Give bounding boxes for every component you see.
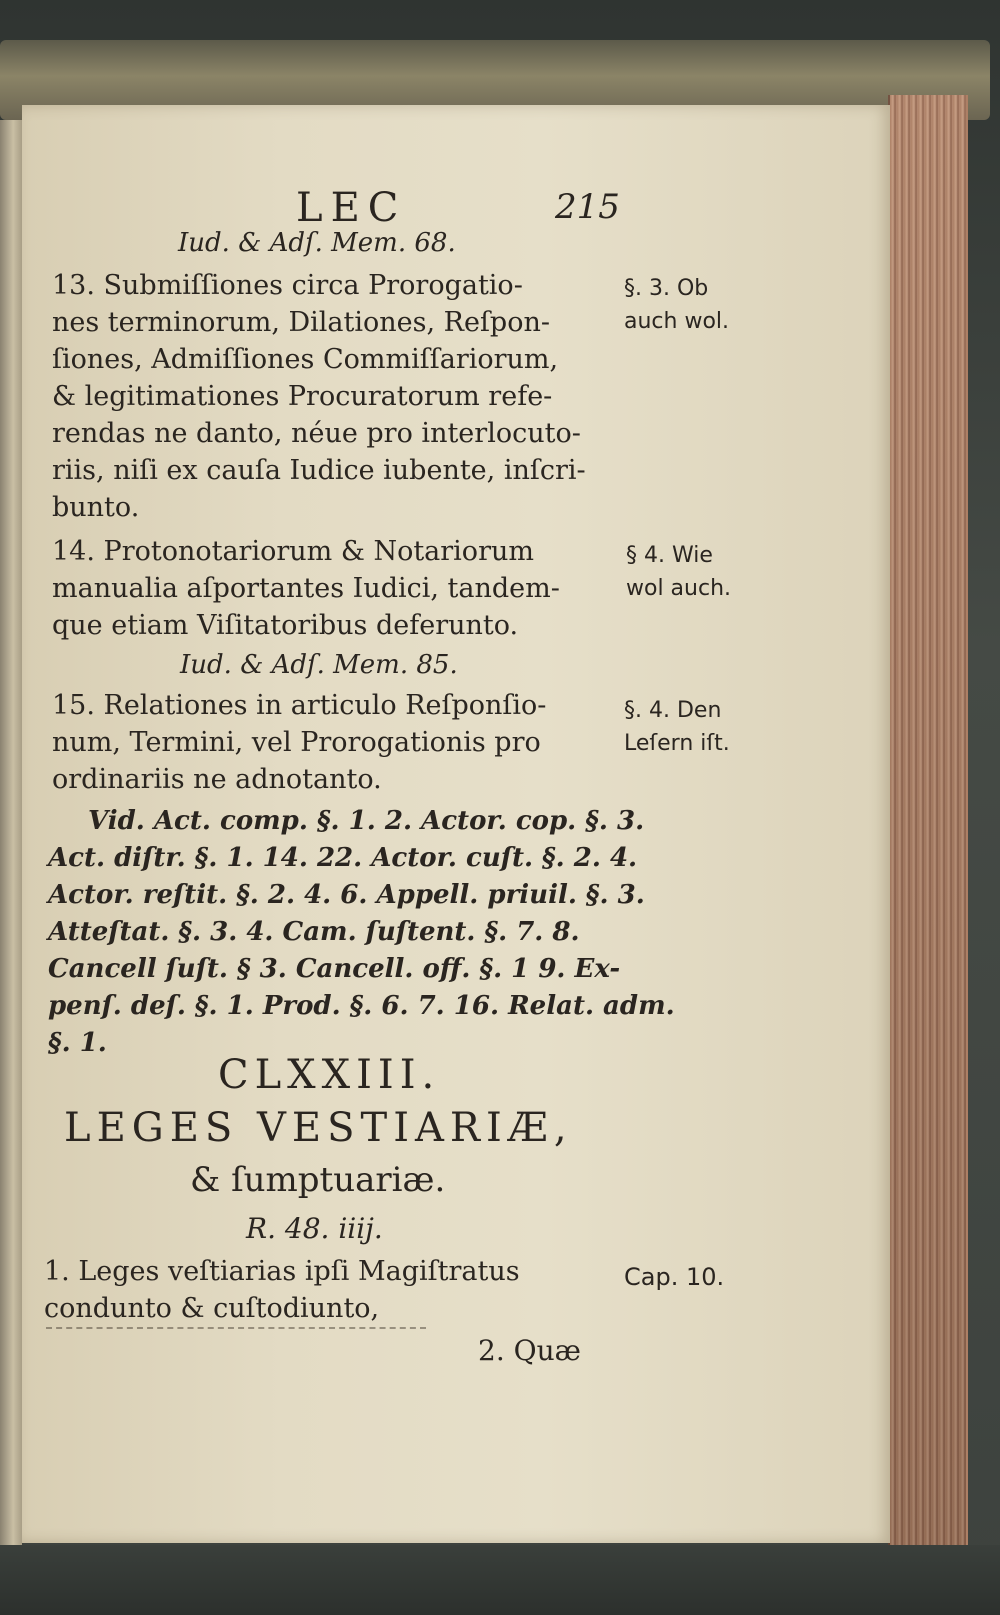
text-line: num, Termini, vel Prorogationis pro [52,727,541,758]
text-line: nes terminorum, Dilationes, Reſpon- [52,307,550,338]
section-number: CLXXIII. [218,1052,441,1098]
text-line: condunto & cuſtodiunto, [44,1293,380,1324]
margin-note: Leſern iſt. [624,731,730,756]
catchword: 2. Quæ [478,1334,581,1367]
section-title: LEGES VESTIARIÆ, [64,1105,573,1151]
cross-reference-line: Cancell ſuſt. § 3. Cancell. off. §. 1 9. Ex- [48,954,621,984]
facing-page-edge [0,120,22,1580]
divider [46,1327,426,1329]
margin-note: auch wol. [624,309,730,334]
cross-reference-line: Act. diſtr. §. 1. 14. 22. Actor. cuſt. §. 2. 4. [48,843,638,873]
running-title: LEC [296,185,407,231]
section-subtitle: & ſumptuariæ. [190,1160,446,1200]
text-line: 1. Leges veſtiarias ipſi Magiſtratus [44,1256,520,1287]
text-line: 15. Relationes in articulo Reſponſio- [52,690,547,721]
text-line: manualia aſportantes Iudici, tandem- [52,573,560,604]
margin-note: § 4. Wie [626,543,713,568]
page-number: 215 [555,187,620,227]
text-line: ſiones, Admiſſiones Commiſſariorum, [52,344,559,375]
text-line: 13. Submiſſiones circa Prorogatio- [52,270,523,301]
text-line: ordinariis ne adnotanto. [52,764,382,795]
bottom-background [0,1545,1000,1615]
margin-note: §. 4. Den [624,698,722,723]
text-line: rendas ne danto, néue pro interlocuto- [52,418,581,449]
margin-note: §. 3. Ob [624,276,709,301]
cross-reference-line: Actor. reſtit. §. 2. 4. 6. Appell. priuil. §. 3. [48,880,645,910]
cross-reference-line: Vid. Act. comp. §. 1. 2. Actor. cop. §. 3. [88,806,645,836]
text-line: riis, niſi ex cauſa Iudice iubente, inſcri- [52,455,586,486]
text-line: bunto. [52,492,140,523]
reference-line: Iud. & Adſ. Mem. 85. [180,650,458,680]
page-block-shade [888,95,966,1560]
margin-note: Cap. 10. [624,1263,725,1291]
reference-line: Iud. & Adſ. Mem. 68. [178,228,456,258]
text-line: que etiam Viſitatoribus deferunto. [52,610,519,641]
margin-note: wol auch. [626,576,732,601]
text-line: & legitimationes Procuratorum refe- [52,381,553,412]
cross-reference-line: Atteſtat. §. 3. 4. Cam. ſuſtent. §. 7. 8. [48,917,580,947]
section-reference: R. 48. iiij. [246,1212,383,1245]
cross-reference-line: penſ. deſ. §. 1. Prod. §. 6. 7. 16. Relat. adm. [48,991,675,1021]
cross-reference-line: §. 1. [48,1028,107,1058]
text-line: 14. Protonotariorum & Notariorum [52,536,534,567]
